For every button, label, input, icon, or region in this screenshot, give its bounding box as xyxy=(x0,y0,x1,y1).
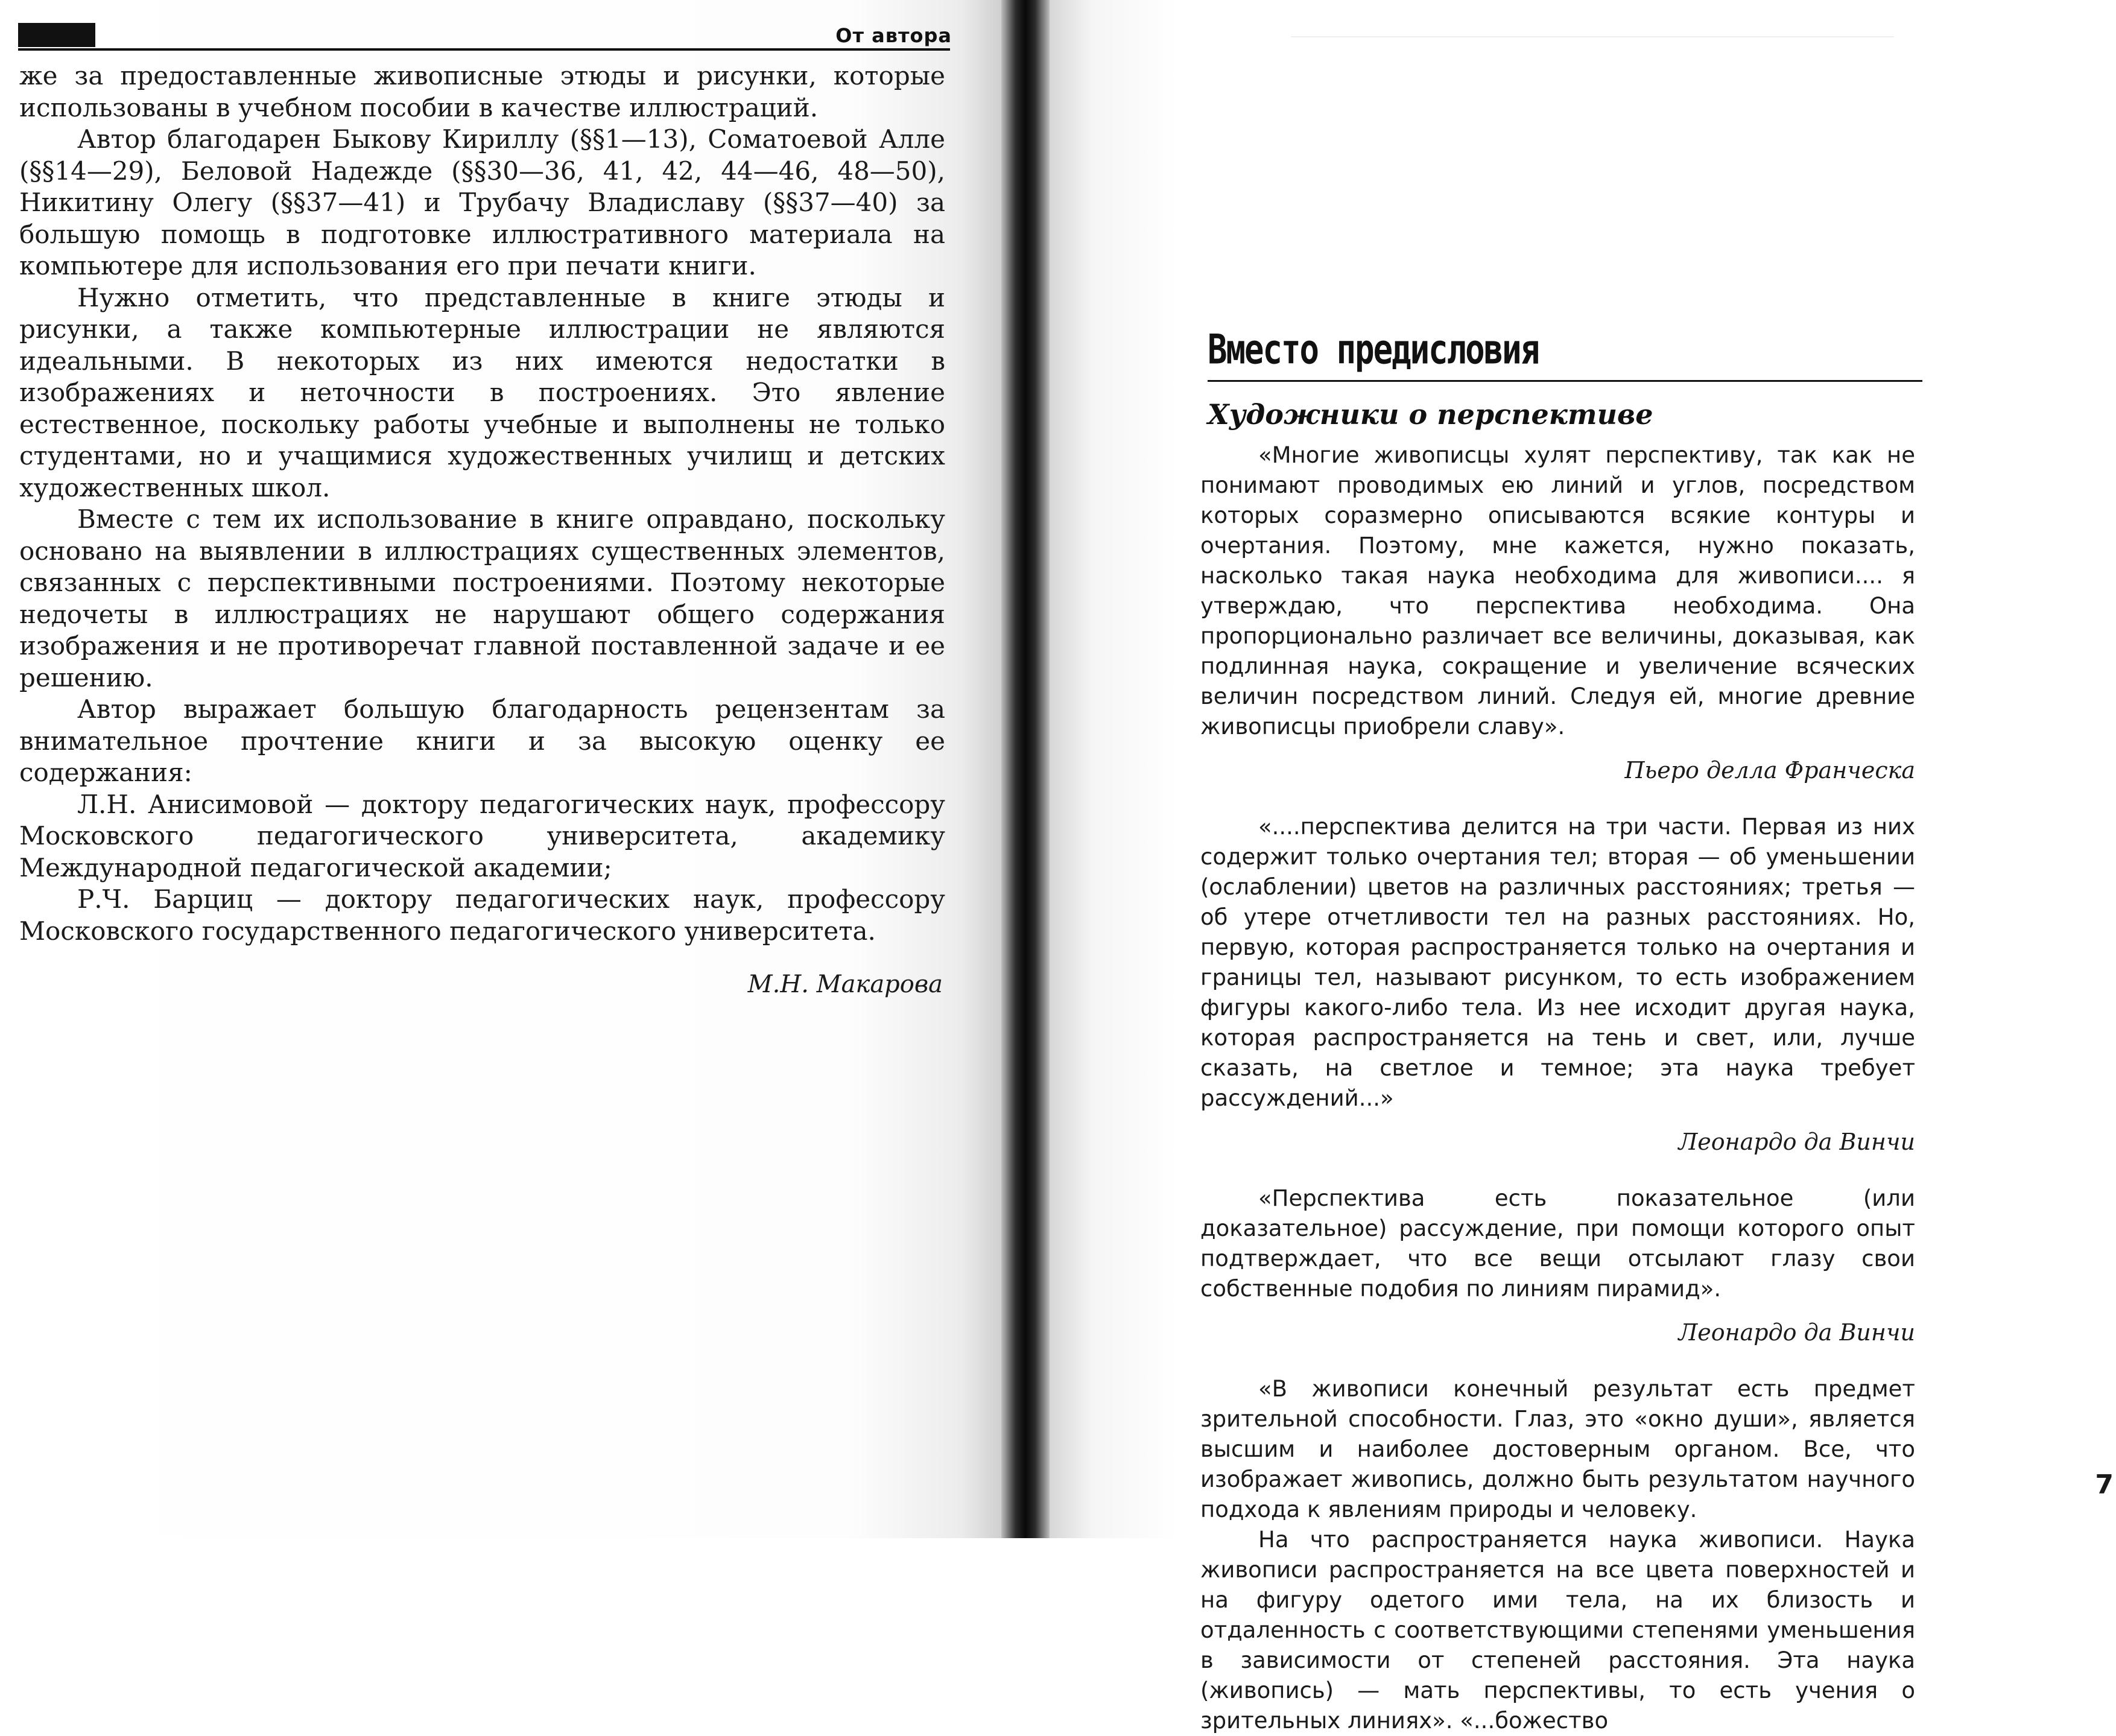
paragraph: Л.Н. Анисимовой — доктору педагогических наук, профессору Московского педагогического университета, академику Международной педагогической академии; xyxy=(19,789,945,882)
paragraph: Вместе с тем их использование в книге оправдано, поскольку основано на выявлении в иллюстрациях существенных элементов, связанных с перспективными построениями. Поэтому некоторые недочеты в иллюстрациях не нарушают общего содержания изображения и не противоречат главной поставленной задаче и ее решению. xyxy=(19,504,945,692)
subsection-title: Художники о перспективе xyxy=(1208,398,1653,431)
book-gutter xyxy=(1001,0,1050,1538)
bleed-through-line xyxy=(1291,36,1894,37)
left-text-column xyxy=(19,60,945,1001)
quotes-column xyxy=(1200,440,1915,1736)
page-number: 7 xyxy=(2095,1469,2114,1500)
author-signature: М.Н. Макарова xyxy=(747,971,943,998)
header-rule xyxy=(18,48,950,51)
paragraph: Автор благодарен Быкову Кириллу (§§1—13), Соматоевой Алле (§§14—29), Беловой Надежде (§§30—36, 41, 42, 44—46, 48—50), Никитину Олегу (§§37—41) и Трубачу Владиславу (§§37—40) за большую помощь в подготовке иллюстративного материала на компьютере для использования его при печати книги. xyxy=(19,124,945,280)
quote-author: Пьеро делла Франческа xyxy=(1624,757,1915,784)
paragraph: Нужно отметить, что представленные в книге этюды и рисунки, а также компьютерные иллюстрации не являются идеальными. В некоторых из них имеются недостатки в изображениях и неточности в построениях. Это явление естественное, поскольку работы учебные и выполнены не только студентами, но и учащимися художественных училищ и детских художественных школ. xyxy=(19,282,945,502)
paragraph: Р.Ч. Барциц — доктору педагогических наук, профессору Московского государственного педагогического университета. xyxy=(19,884,945,946)
quote-author: Леонардо да Винчи xyxy=(1678,1319,1915,1346)
right-page xyxy=(1050,0,2116,1734)
header-black-bar xyxy=(18,23,95,47)
quote-text: На что распространяется наука живописи. Наука живописи распространяется на все цвета поверхностей и на фигуру одетого ими тела, на их близость и отдаленность с соответствующими степенями уменьшения в зависимости от степеней расстояния. Эта наука (живопись) — мать перспективы, то есть учения о зрительных линиях». «...божество xyxy=(1200,1527,1915,1734)
paragraph: же за предоставленные живописные этюды и рисунки, которые использованы в учебном пособии в качестве иллюстраций. xyxy=(19,61,945,122)
running-head: От автора xyxy=(835,24,952,47)
quote-author: Леонардо да Винчи xyxy=(1678,1129,1915,1155)
quote-text: «Многие живописцы хулят перспективу, так как не понимают проводимых ею линий и углов, посредством которых соразмерно описываются всякие контуры и очертания. Поэтому, мне кажется, нужно показать, насколько такая наука необходима для живописи.... я утверждаю, что перспектива необходима. Она пропорционально различает все величины, доказывая, как подлинная наука, сокращение и увеличение всяческих величин посредством линий. Следуя ей, многие древние живописцы приобрели славу». xyxy=(1200,442,1915,740)
section-rule xyxy=(1208,380,1922,382)
section-title: Вместо предисловия xyxy=(1208,326,1539,373)
quote-text: «В живописи конечный результат есть предмет зрительной способности. Глаз, это «окно души», является высшим и наиболее достоверным органом. Все, что изображает живопись, должно быть результатом научного подхода к явлениям природы и человеку. xyxy=(1200,1376,1915,1522)
quote-text: «....перспектива делится на три части. Первая из них содержит только очертания тел; вторая — об уменьшении (ослаблении) цветов на различных расстояниях; третья — об утере отчетливости тел на разных расстояниях. Но, первую, которая распространяется только на очертания и границы тел, называют рисунком, то есть изображением фигуры какого-либо тела. Из нее исходит другая наука, которая распространяется на тень и свет, или, лучше сказать, на светлое и темное; эта наука требует рассуждений...» xyxy=(1200,814,1915,1111)
quote-text: «Перспектива есть показательное (или доказательное) рассуждение, при помощи которого опыт подтверждает, что все вещи отсылают глазу свои собственные подобия по линиям пирамид». xyxy=(1200,1185,1915,1302)
left-page xyxy=(0,0,1001,1538)
paragraph: Автор выражает большую благодарность рецензентам за внимательное прочтение книги и за высокую оценку ее содержания: xyxy=(19,694,945,787)
